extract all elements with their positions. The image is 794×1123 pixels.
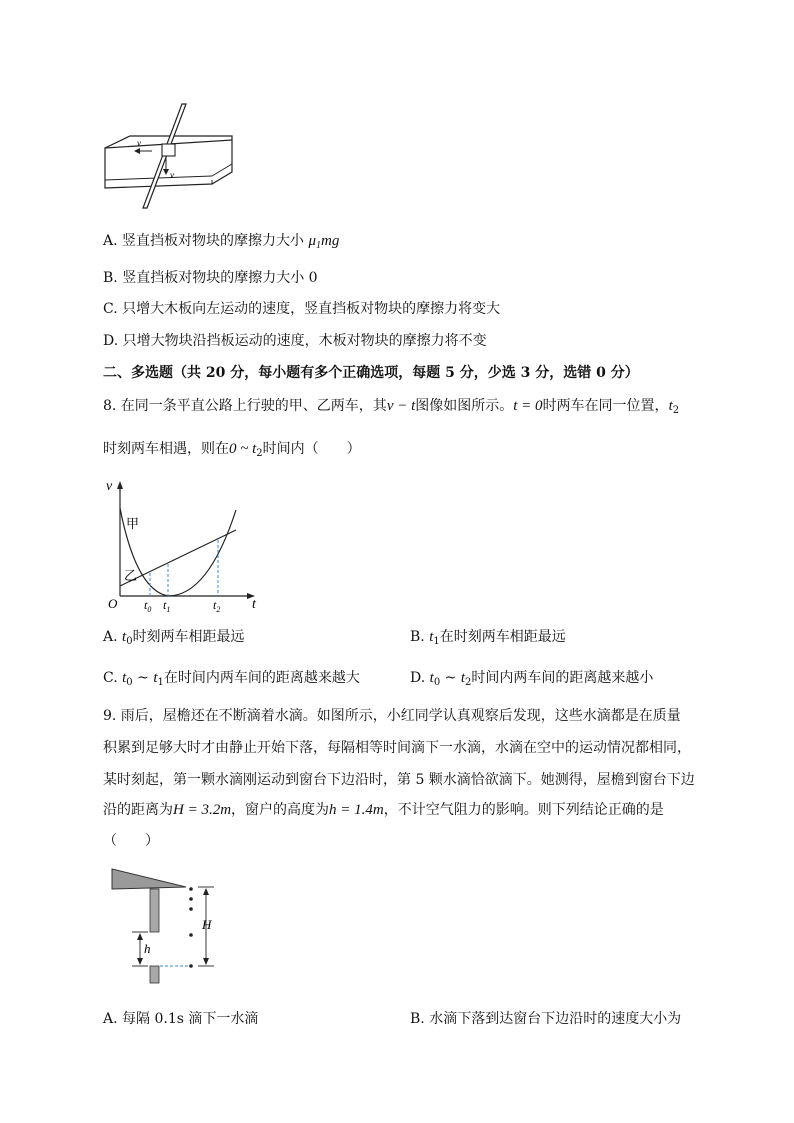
- q9-stem-line4: 沿的距离为H = 3.2m，窗户的高度为h = 1.4m，不计空气阻力的影响。则下列结论正确的是: [103, 802, 664, 818]
- q7-option-b[interactable]: B. 竖直挡板对物块的摩擦力大小 0: [103, 270, 318, 286]
- graph-axis-v-label: v: [106, 479, 113, 494]
- droplet: [189, 887, 193, 891]
- q9-stem-line3: 某时刻起，第一颗水滴刚运动到窗台下边沿时，第 5 颗水滴恰欲滴下。她测得，屋檐到窗台下边: [103, 772, 695, 788]
- fig1-v-left: v: [137, 138, 141, 148]
- q8-vt-graph: [100, 478, 270, 613]
- graph-yi-label: 乙: [124, 568, 138, 583]
- fig-h-label: h: [144, 941, 151, 956]
- wall-lower: [150, 966, 159, 983]
- wall-upper: [150, 889, 159, 932]
- q9-option-b[interactable]: B. 水滴下落到达窗台下边沿时的速度大小为: [410, 1011, 682, 1027]
- graph-t1-label: $t_1$: [163, 598, 171, 614]
- q8-option-b[interactable]: B. $t_1$在时刻两车相距最远: [410, 629, 566, 647]
- q8-option-d[interactable]: D. $t_0$ ~ $t_2$时间内两车间的距离越来越小: [410, 670, 654, 688]
- droplet: [189, 964, 193, 968]
- q7-option-c[interactable]: C. 只增大木板向左运动的速度，竖直挡板对物块的摩擦力将变大: [103, 301, 501, 317]
- eave: [112, 869, 186, 889]
- fig1-v-down: v: [170, 170, 174, 180]
- q8-option-a[interactable]: A. $t_0$时刻两车相距最远: [103, 629, 245, 647]
- q9-option-a[interactable]: A. 每隔 0.1s 滴下一水滴: [103, 1011, 259, 1027]
- q9-eave-figure: [108, 865, 228, 990]
- graph-t2-label: $t_2$: [213, 598, 221, 614]
- line-yi: [120, 530, 236, 586]
- droplet: [189, 897, 193, 901]
- q8-stem-line2: 时刻两车相遇，则在0 ~ $t_2$时间内（ ）: [103, 441, 361, 459]
- figure-board-barrier: [100, 100, 240, 215]
- q7-option-d[interactable]: D. 只增大物块沿挡板运动的速度，木板对物块的摩擦力将不变: [103, 333, 487, 349]
- q9-stem-line1: 9. 雨后，屋檐还在不断滴着水滴。如图所示，小红同学认真观察后发现，这些水滴都是在质量: [103, 708, 681, 724]
- graph-origin-label: O: [108, 596, 118, 611]
- q8-stem-line1: 8. 在同一条平直公路上行驶的甲、乙两车，其v − t图像如图所示。t = 0时两车在同一位置，$t_2$: [103, 398, 680, 416]
- q8-option-c[interactable]: C. $t_0$ ~ $t_1$在时间内两车间的距离越来越大: [103, 670, 360, 688]
- q9-stem-line5: （ ）: [103, 833, 159, 849]
- graph-t0-label: $t_0$: [144, 598, 152, 614]
- q7-option-a[interactable]: A. 竖直挡板对物块的摩擦力大小 $\mu_1mg$: [103, 233, 340, 251]
- graph-jia-label: 甲: [126, 516, 140, 531]
- graph-axis-t-label: t: [252, 597, 256, 612]
- section-heading-multi-choice: 二、多选题（共 20 分，每小题有多个正确选项，每题 5 分，少选 3 分，选错 0 分）: [103, 365, 639, 381]
- q9-stem-line2: 积累到足够大时才由静止开始下落，每隔相等时间滴下一水滴，水滴在空中的运动情况都相同，: [103, 740, 691, 756]
- droplet: [189, 907, 193, 911]
- fig-H-label: H: [202, 917, 212, 932]
- droplet: [189, 933, 193, 937]
